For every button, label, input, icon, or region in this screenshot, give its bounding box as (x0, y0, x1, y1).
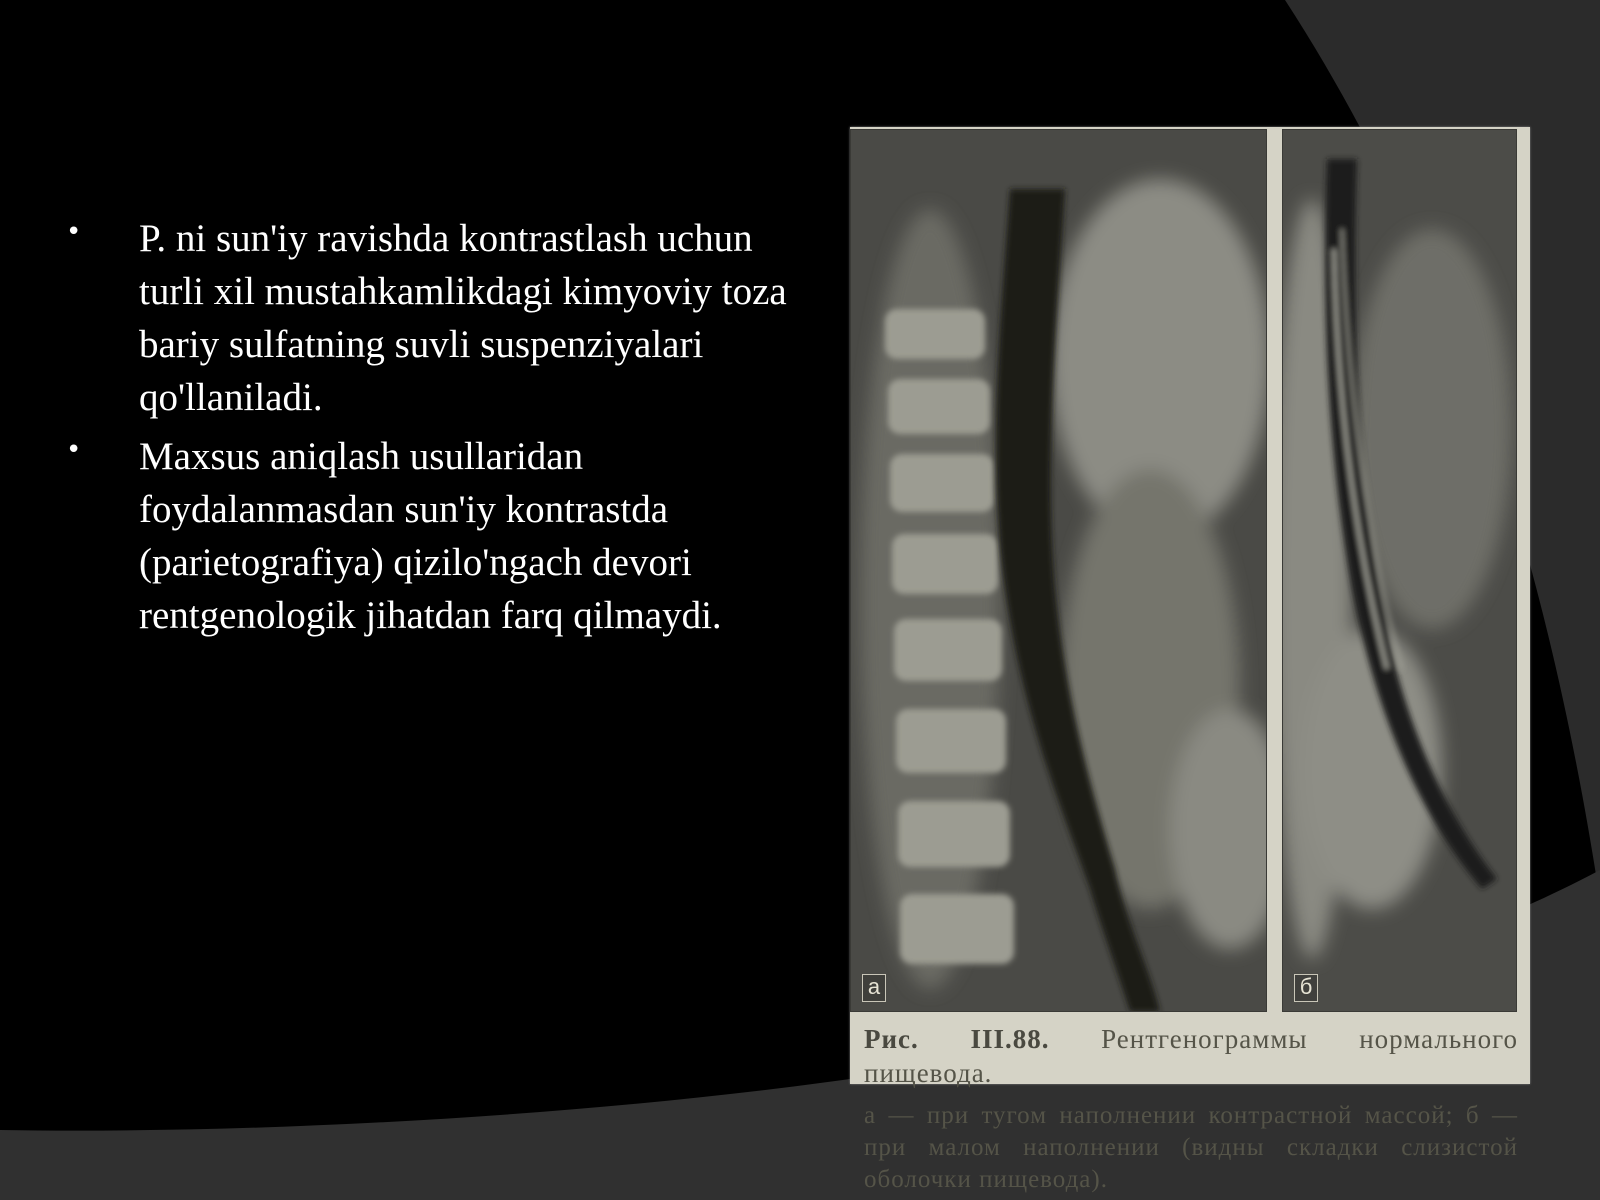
bullet-text: P. ni sun'iy ravishda kontrastlash uchun turli xil mustahkamlikdagi kimyoviy toza bariy sulfatning suvli suspenziyalari qo'llaniladi. (139, 217, 787, 419)
xray-figure (850, 127, 1530, 1193)
bullet-text: Maxsus aniqlash usullaridan foydalanmasdan sun'iy kontrastda (parietografiya) qizilo'ngach devori rentgenologik jihatdan farq qilmaydi. (139, 435, 722, 637)
bullet-list (66, 212, 806, 648)
bullet-item (66, 212, 806, 424)
bullet-dot-icon: • (66, 435, 82, 465)
figure-caption (864, 1022, 1518, 1196)
xray-panel-b (1282, 129, 1517, 1012)
caption-title (864, 1022, 1518, 1090)
bullet-dot-icon: • (66, 217, 82, 247)
bullet-item (66, 430, 806, 642)
caption-ref: Рис. III.88. (864, 1024, 1050, 1054)
caption-title-text: Рентгенограммы нормального пищевода. (864, 1024, 1518, 1088)
panel-label-b: б (1294, 974, 1318, 1002)
panel-label-a: а (862, 974, 886, 1002)
xray-image-b (1282, 129, 1517, 1012)
caption-body: а — при тугом наполнении контрастной массой; б — при малом наполнении (видны складки слизистой оболочки пищевода). (864, 1102, 1518, 1193)
xray-panel-a (850, 129, 1267, 1012)
xray-image-a (850, 129, 1267, 1012)
